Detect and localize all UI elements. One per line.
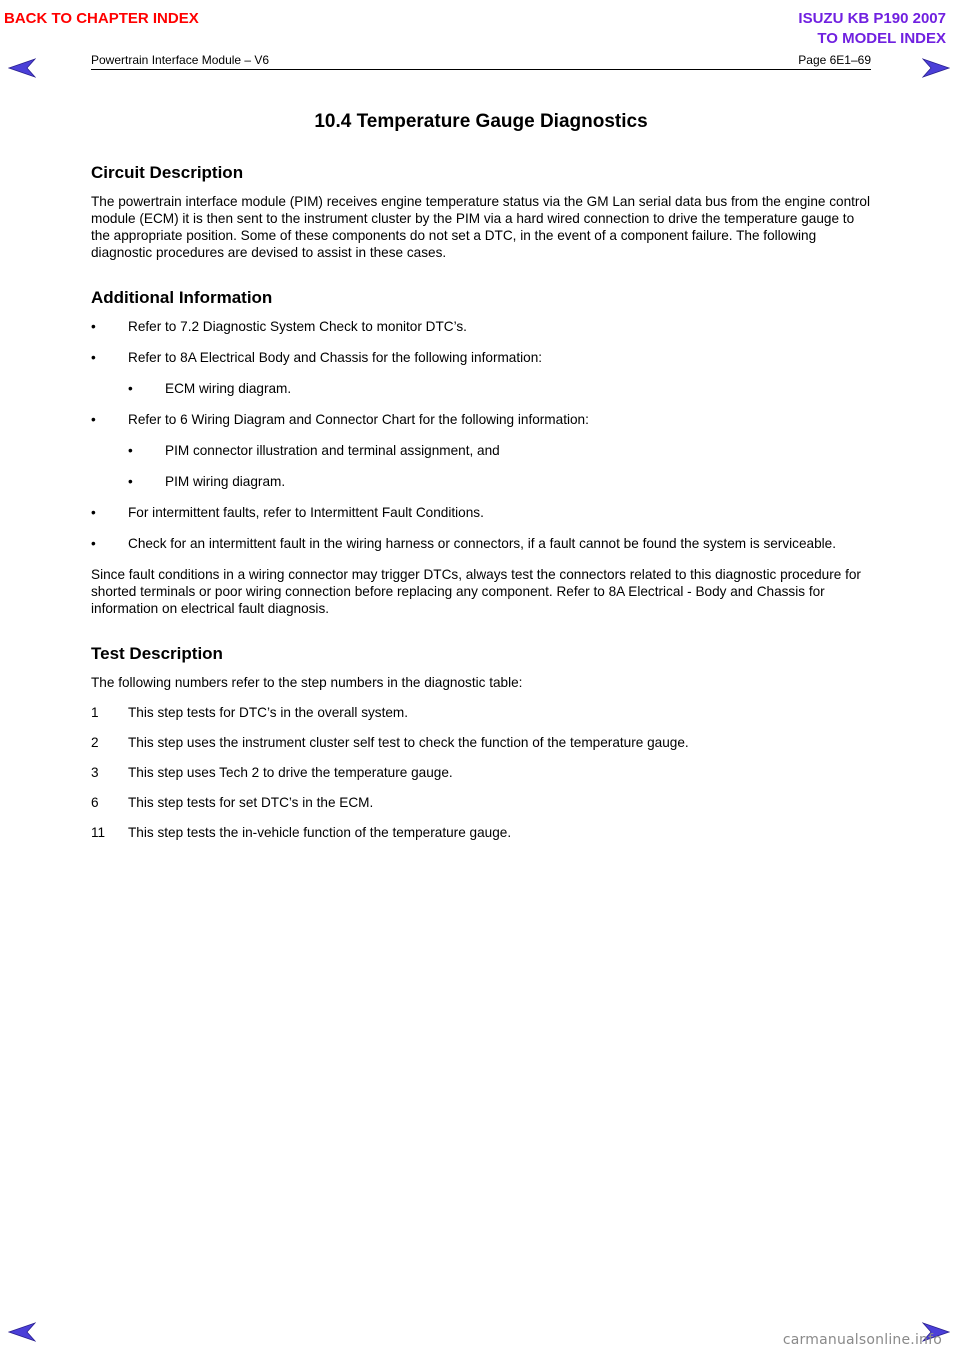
list-item — [91, 704, 871, 721]
list-item — [91, 380, 871, 397]
circuit-description-heading: Circuit Description — [91, 163, 244, 182]
header-page-number: Page 6E1–69 — [798, 53, 871, 67]
bullet-icon: • — [128, 443, 133, 458]
list-item-text: Refer to 8A Electrical Body and Chassis for the following information: — [128, 350, 543, 365]
step-text: This step tests for set DTC’s in the ECM. — [128, 795, 374, 810]
additional-information-list — [91, 318, 871, 552]
header-section-title: Powertrain Interface Module – V6 — [91, 53, 270, 67]
list-item — [91, 411, 871, 428]
step-text: This step uses Tech 2 to drive the temperature gauge. — [128, 765, 453, 780]
bullet-icon: • — [91, 319, 96, 334]
list-item — [91, 535, 871, 552]
additional-information-heading: Additional Information — [91, 288, 273, 307]
left-arrow-icon[interactable] — [8, 1322, 36, 1342]
list-item — [91, 794, 871, 811]
running-header — [91, 52, 871, 70]
step-number: 11 — [91, 825, 106, 840]
step-text: This step tests the in-vehicle function of the temperature gauge. — [128, 825, 512, 840]
step-number: 3 — [91, 765, 99, 780]
list-item-text: For intermittent faults, refer to Intermittent Fault Conditions. — [128, 505, 484, 520]
step-number: 1 — [91, 705, 99, 720]
bullet-icon: • — [128, 381, 133, 396]
list-item — [91, 824, 871, 841]
list-item — [91, 318, 871, 335]
bullet-icon: • — [91, 412, 96, 427]
list-item — [91, 504, 871, 521]
list-item — [91, 473, 871, 490]
bullet-icon: • — [91, 536, 96, 551]
step-number: 2 — [91, 735, 99, 750]
test-description-heading: Test Description — [91, 644, 223, 663]
list-item-text: Check for an intermittent fault in the wiring harness or connectors, if a fault cannot be found the system is serviceable. — [128, 536, 836, 551]
model-title: ISUZU KB P190 2007 — [798, 10, 946, 27]
bullet-icon: • — [91, 505, 96, 520]
right-arrow-icon[interactable] — [922, 58, 950, 78]
left-arrow-icon[interactable] — [8, 58, 36, 78]
list-item-text: PIM connector illustration and terminal assignment, and — [165, 443, 500, 458]
list-item-text: Refer to 6 Wiring Diagram and Connector Chart for the following information: — [128, 412, 589, 427]
bullet-icon: • — [128, 474, 133, 489]
watermark: carmanualsonline.info — [782, 1332, 942, 1348]
list-item — [91, 349, 871, 366]
list-item — [91, 442, 871, 459]
document-body — [91, 110, 871, 854]
list-item-text: Refer to 7.2 Diagnostic System Check to monitor DTC’s. — [128, 319, 467, 334]
step-number: 6 — [91, 795, 99, 810]
additional-information-paragraph: Since fault conditions in a wiring connector may trigger DTCs, always test the connectors related to this diagnostic procedure for shorted terminals or poor wiring connection before replacing any component. Refer to 8A Electrical - Body and Chassis for information on electrical fault diagnosis. — [91, 567, 861, 616]
list-item-text: PIM wiring diagram. — [165, 474, 286, 489]
back-to-chapter-index-link[interactable]: BACK TO CHAPTER INDEX — [4, 10, 199, 27]
to-model-index-link[interactable]: TO MODEL INDEX — [817, 30, 946, 47]
list-item-text: ECM wiring diagram. — [165, 381, 292, 396]
circuit-description-text: The powertrain interface module (PIM) receives engine temperature status via the GM Lan serial data bus from the engine control module (ECM) it is then sent to the instrument cluster by the PIM via a hard wired connection to drive the temperature gauge to the appropriate position. Some of these components do not set a DTC, in the event of a component failure. The following diagnostic procedures are devised to assist in these cases. — [91, 194, 871, 260]
list-item — [91, 734, 871, 751]
page-title: 10.4 Temperature Gauge Diagnostics — [314, 111, 648, 132]
test-description-intro: The following numbers refer to the step numbers in the diagnostic table: — [91, 675, 523, 690]
list-item — [91, 764, 871, 781]
bullet-icon: • — [91, 350, 96, 365]
test-steps-list — [91, 704, 871, 841]
step-text: This step uses the instrument cluster self test to check the function of the temperature gauge. — [128, 735, 689, 750]
step-text: This step tests for DTC’s in the overall system. — [128, 705, 409, 720]
